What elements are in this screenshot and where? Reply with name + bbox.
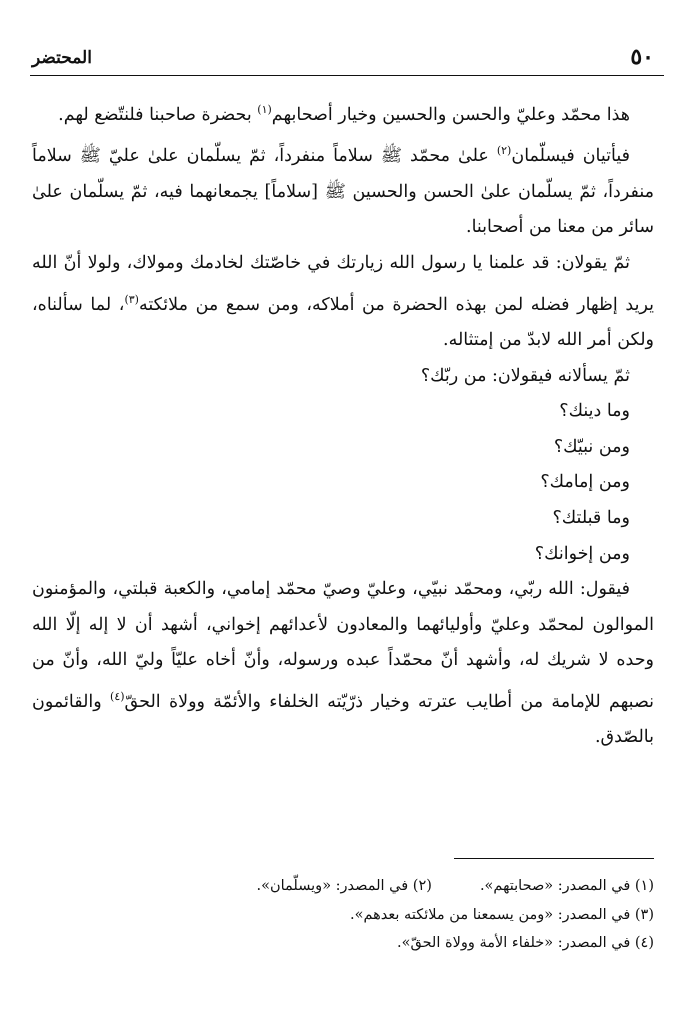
- footnotes: [32, 872, 654, 958]
- paragraph-1-text-cont: بحضرة صاحبنا فلنتّضع لهم.: [58, 104, 258, 125]
- footnote-ref-1: (١): [257, 103, 272, 116]
- main-text: [32, 92, 654, 756]
- paragraph-2-text: فيأتيان فيسلّمان: [511, 146, 631, 167]
- footnote-2: (٢) في المصدر: «ويسلّمان».: [256, 878, 432, 894]
- footnote-row-1: [32, 872, 654, 901]
- paragraph-3-text-cont: ، لما سألناه، ولكن أمر الله لابدّ من إمتثاله.: [32, 294, 654, 351]
- question-line-1: ثمّ يسألانه فيقولان: من ربّك؟: [420, 365, 630, 386]
- question-line-6: ومن إخوانك؟: [534, 543, 630, 564]
- paragraph-2-text-cont: علىٰ محمّد ﷺ سلاماً منفرداً، ثمّ يسلّمان علىٰ عليّ ﷺ سلاماً منفرداً، ثمّ يسلّمان علىٰ الحسن والحسين ﷺ [سلاماً] يجمعانهما فيه، ثمّ يسلّمان علىٰ سائر من معنا من أصحابنا.: [32, 146, 654, 238]
- question-line-4: ومن إمامك؟: [540, 472, 630, 493]
- footnote-3: (٣) في المصدر: «ومن يسمعنا من ملائكته بعدهم».: [350, 906, 654, 923]
- question-line-3: ومن نبيّك؟: [553, 436, 630, 457]
- question-line-5: وما قبلتك؟: [552, 508, 630, 529]
- paragraph-3-text: ثمّ يقولان: قد علمنا يا رسول الله زيارتك في خاصّتك لخادمك ومولاك، ولولا أنّ الله يريد إظهار فضله لمن بهذه الحضرة من أملاكه، ومن سمع من ملائكته: [32, 253, 654, 315]
- paragraph-1-text: هذا محمّد وعليّ والحسن والحسين وخيار أصحابهم: [271, 104, 630, 125]
- paragraph-4: [32, 572, 654, 756]
- footnote-4: (٤) في المصدر: «خلفاء الأمة وولاة الحقّ».: [397, 935, 654, 951]
- running-title: المحتضر: [32, 48, 92, 68]
- footnote-divider: [454, 858, 654, 859]
- footnote-ref-3: (٣): [124, 292, 139, 306]
- paragraph-2: [32, 133, 654, 246]
- paragraph-4-text-cont: والقائمون بالصّدق.: [32, 691, 654, 748]
- paragraph-1: [32, 92, 654, 133]
- header-divider: [30, 75, 664, 76]
- paragraph-3: [32, 246, 654, 359]
- question-line-2: وما دينك؟: [559, 401, 630, 422]
- paragraph-4-text: فيقول: الله ربّي، ومحمّد نبيّي، وعليّ وصيّ محمّد إمامي، والكعبة قبلتي، والمؤمنون الموالون لمحمّد وعليّ وأوليائهما والمعادون لأعدائهم إخواني، أشهد أن لا إله إلّا الله وحده لا شريك له، وأشهد أنّ محمّداً عبده ورسوله، وأنّ أخاه عليّاً وليّ الله، وأنّ من نصبهم للإمامة من أطايب عترته وخيار ذرّيّته الخلفاء والأئمّة وولاة الحقّ: [32, 579, 655, 712]
- footnote-ref-4: (٤): [110, 689, 125, 703]
- page-header: [30, 40, 664, 76]
- page-number: ٥٠: [630, 44, 654, 70]
- footnote-1: (١) في المصدر: «صحابتهم».: [479, 878, 654, 894]
- footnote-ref-2: (٢): [496, 144, 512, 158]
